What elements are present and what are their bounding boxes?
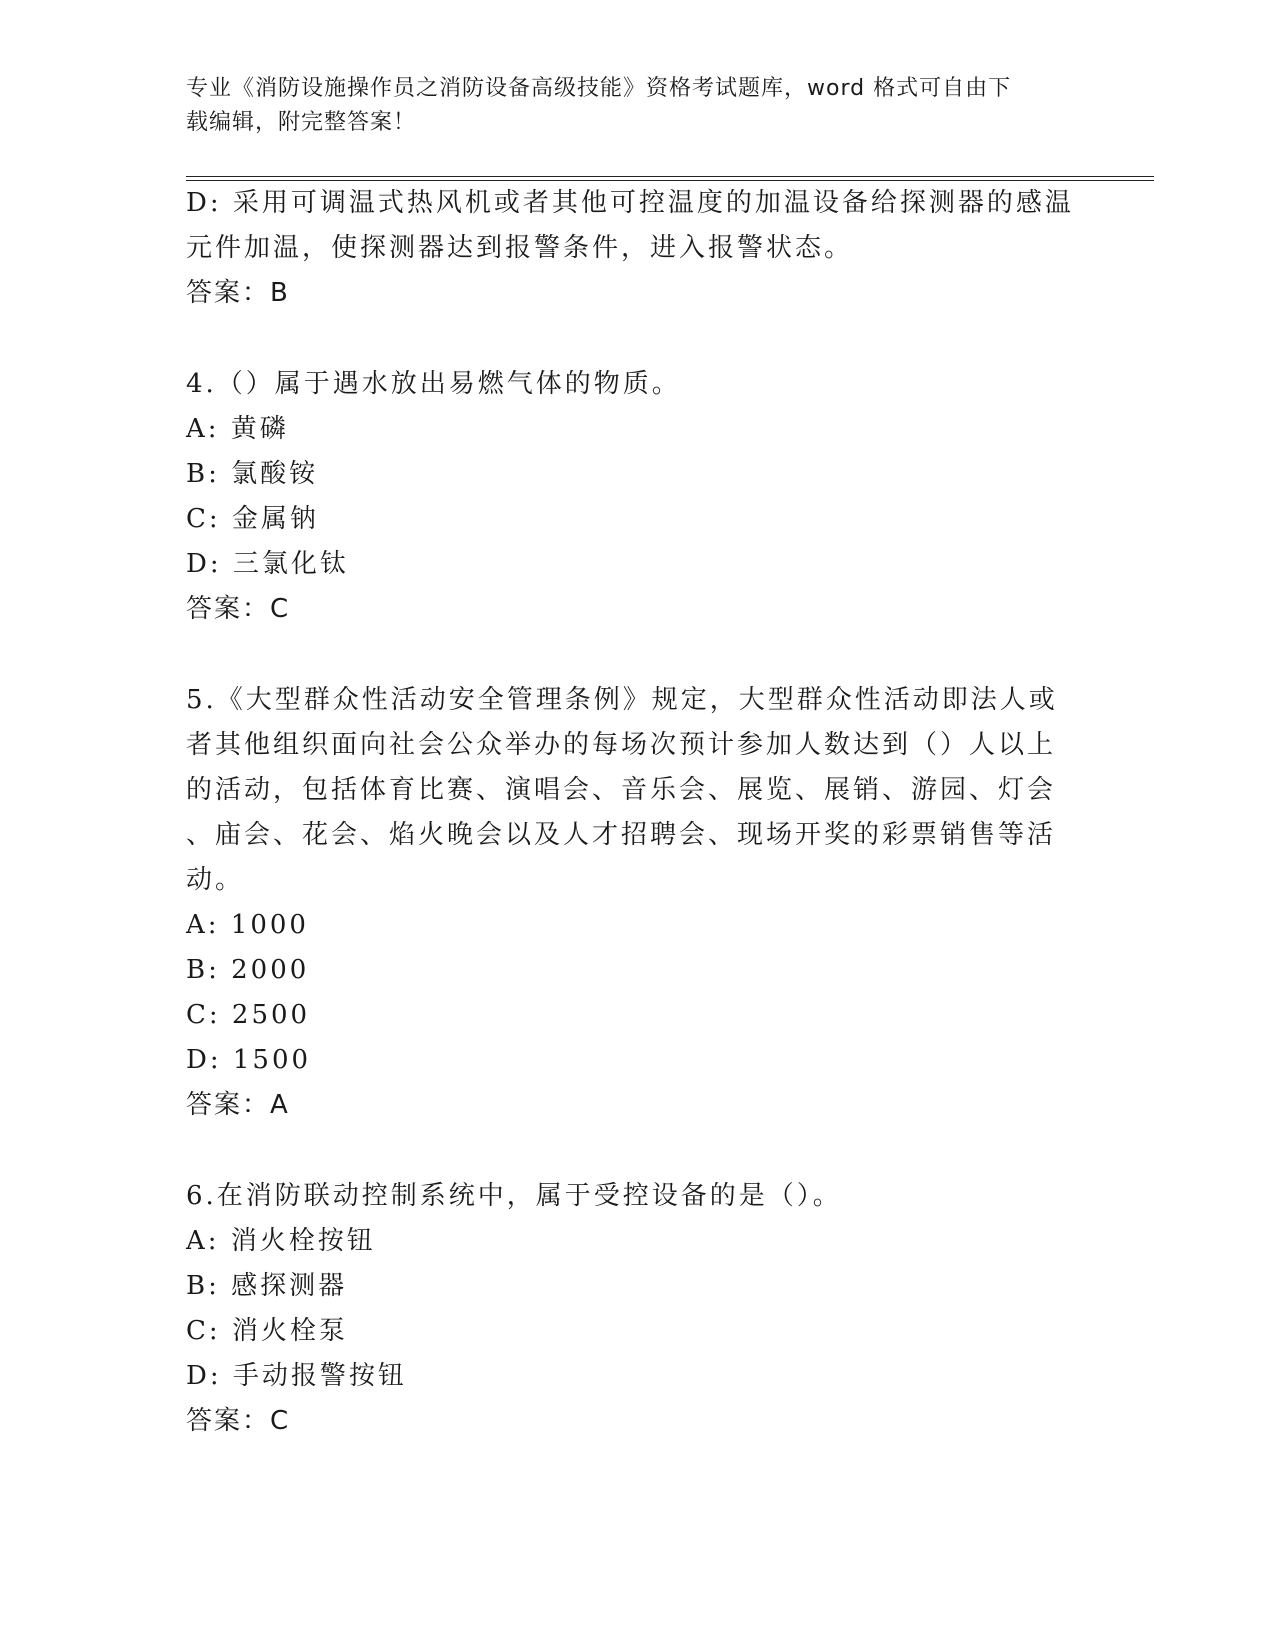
question-stem: 4.（）属于遇水放出易燃气体的物质。 <box>186 369 681 399</box>
header-line-2: 载编辑，附完整答案！ <box>186 110 417 135</box>
spacer <box>186 1128 1066 1174</box>
answer-line: 答案：A <box>186 1090 290 1120</box>
option-d-line-1: D: 采用可调温式热风机或者其他可控温度的加温设备给探测器的感温 <box>186 188 1074 218</box>
question-6 <box>186 1174 1066 1444</box>
question-stem: 6.在消防联动控制系统中，属于受控设备的是（）。 <box>186 1181 842 1211</box>
question-stem-line-1: 5.《大型群众性活动安全管理条例》规定，大型群众性活动即法人或 <box>186 685 1058 715</box>
answer-line: 答案：B <box>186 278 290 308</box>
document-header <box>186 72 1066 140</box>
option-d: D: 手动报警按钮 <box>186 1361 407 1391</box>
question-body <box>186 181 1074 1444</box>
option-a: A: 1000 <box>186 910 309 940</box>
option-d: D: 三氯化钛 <box>186 549 349 579</box>
option-b: B: 氯酸铵 <box>186 459 319 489</box>
option-d: D: 1500 <box>186 1045 312 1075</box>
question-stem-line-2: 者其他组织面向社会公众举办的每场次预计参加人数达到（）人以上 <box>186 730 1057 760</box>
spacer <box>186 632 1066 678</box>
option-d-line-2: 元件加温，使探测器达到报警条件，进入报警状态。 <box>186 233 854 263</box>
option-c: C: 金属钠 <box>186 504 319 534</box>
option-c: C: 2500 <box>186 1000 311 1030</box>
question-stem-line-5: 动。 <box>186 865 245 895</box>
option-b: B: 感探测器 <box>186 1271 348 1301</box>
option-a: A: 消火栓按钮 <box>186 1226 376 1256</box>
question-3-tail <box>186 181 1074 316</box>
question-5 <box>186 678 1066 1128</box>
option-c: C: 消火栓泵 <box>186 1316 348 1346</box>
header-line-1: 专业《消防设施操作员之消防设备高级技能》资格考试题库，word 格式可自由下 <box>186 76 1012 101</box>
question-stem-line-4: 、庙会、花会、焰火晚会以及人才招聘会、现场开奖的彩票销售等活 <box>186 820 1057 850</box>
question-stem-line-3: 的活动，包括体育比赛、演唱会、音乐会、展览、展销、游园、灯会 <box>186 775 1057 805</box>
answer-line: 答案：C <box>186 1406 291 1436</box>
spacer <box>186 316 1066 362</box>
answer-line: 答案：C <box>186 594 291 624</box>
question-4 <box>186 362 1066 632</box>
option-b: B: 2000 <box>186 955 310 985</box>
option-a: A: 黄磷 <box>186 414 289 444</box>
